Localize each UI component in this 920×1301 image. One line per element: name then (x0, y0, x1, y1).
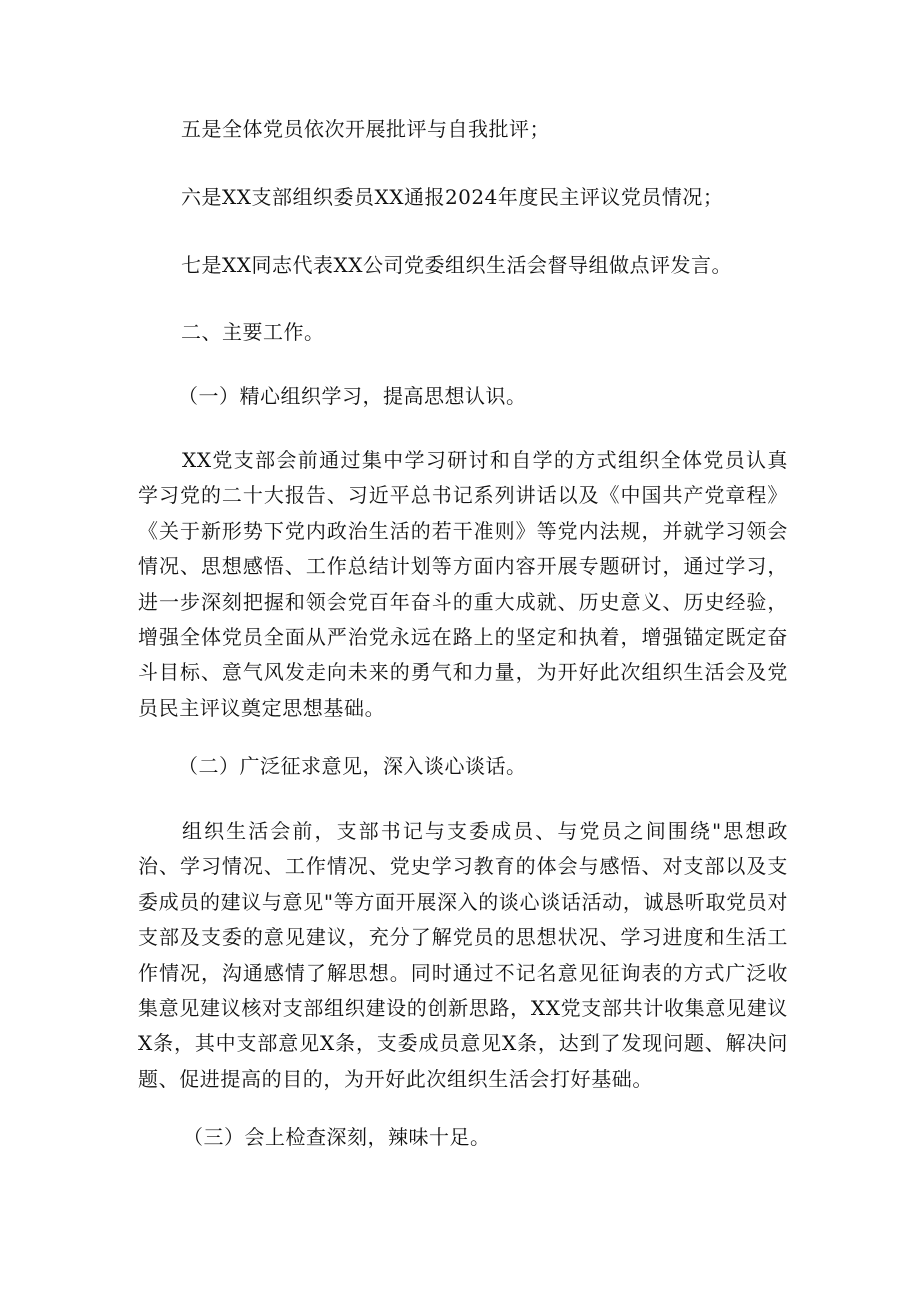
item-six-line: 六是XX支部组织委员XX通报2024年度民主评议党员情况； (181, 185, 724, 209)
paragraph-study: XX党支部会前通过集中学习研讨和自学的方式组织全体党员认真学习党的二十大报告、习近平总书记系列讲话以及《中国共产党章程》《关于新形势下党内政治生活的若干准则》等党内法规，并就学习领会情况、思想感悟、工作总结计划等方面内容开展专题研讨，通过学习，进一步深刻把握和领会党百年奋斗的重大成就、历史意义、历史经验，增强全体党员全面从严治党永远在路上的坚定和执着，增强锚定既定奋斗目标、意气风发走向未来的勇气和力量，为开好此次组织生活会及党员民主评议奠定思想基础。 (138, 448, 788, 720)
paragraph-talk: 组织生活会前，支部书记与支委成员、与党员之间围绕"思想政治、学习情况、工作情况、党史学习教育的体会与感悟、对支部以及支委成员的建议与意见"等方面开展深入的谈心谈话活动，诚恳听取党员对支部及支委的意见建议，充分了解党员的思想状况、学习进度和生活工作情况，沟通感情了解思想。同时通过不记名意见征询表的方式广泛收集意见建议核对支部组织建设的创新思路，XX党支部共计收集意见建议X条，其中支部意见X条，支委成员意见X条，达到了发现问题、解决问题、促进提高的目的，为开好此次组织生活会打好基础。 (138, 819, 788, 1091)
section-heading-main-work: 二、主要工作。 (181, 320, 325, 344)
item-five-line: 五是全体党员依次开展批评与自我批评； (181, 117, 550, 141)
item-seven-line: 七是XX同志代表XX公司党委组织生活会督导组做点评发言。 (181, 253, 732, 277)
subsection-heading-talk: （二）广泛征求意见，深入谈心谈话。 (178, 754, 527, 778)
subsection-heading-inspection: （三）会上检查深刻，辣味十足。 (183, 1125, 491, 1149)
subsection-heading-study: （一）精心组织学习，提高思想认识。 (178, 384, 527, 408)
